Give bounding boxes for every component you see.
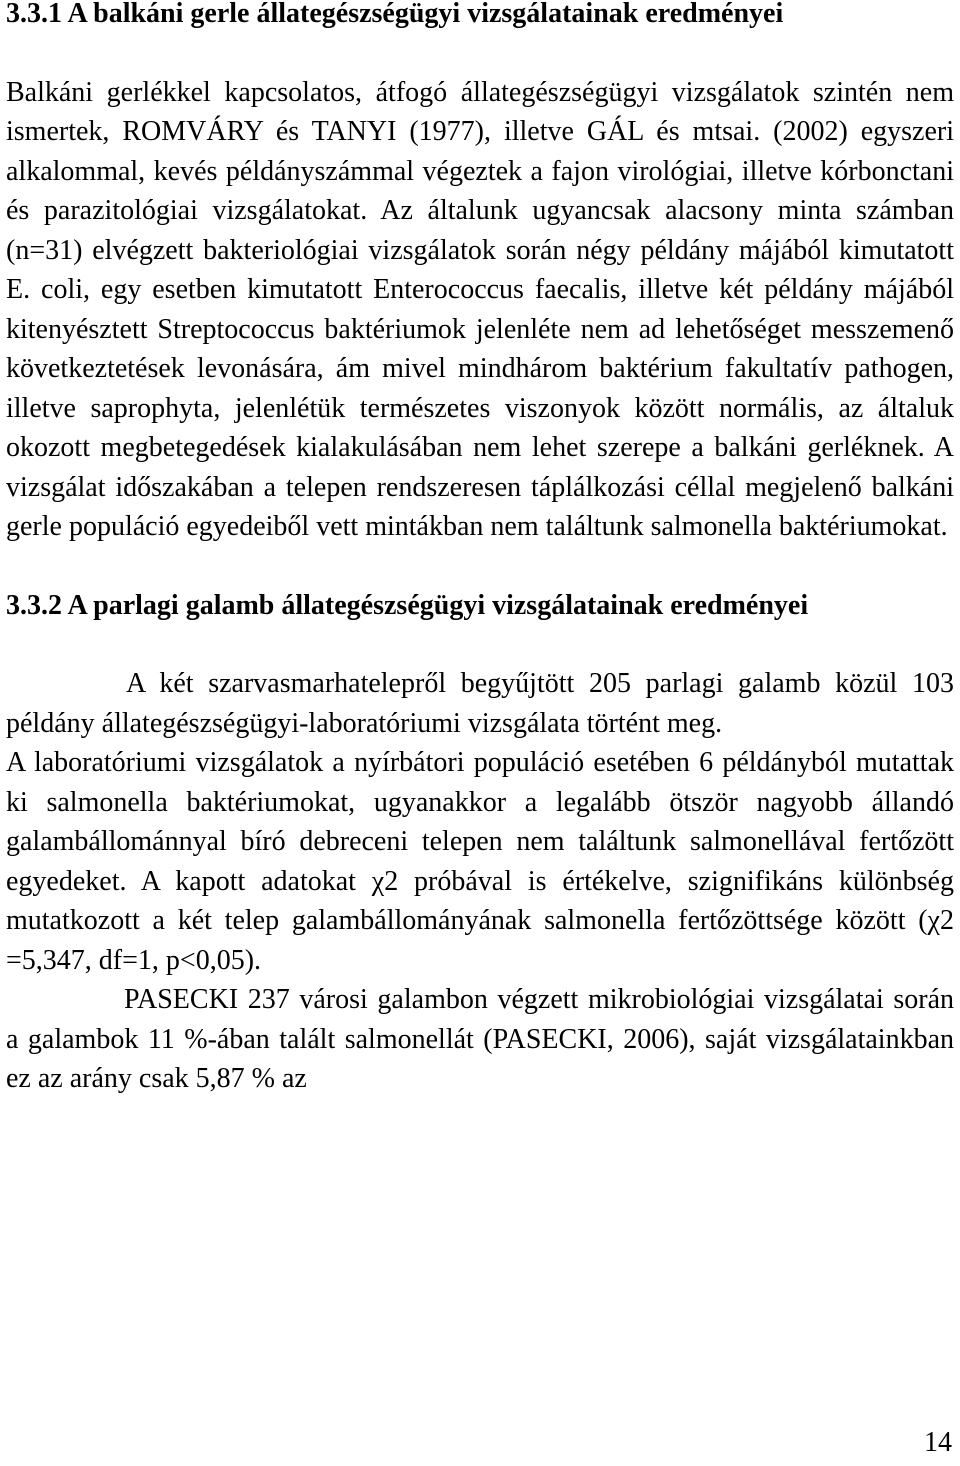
section-1-paragraph: Balkáni gerlékkel kapcsolatos, átfogó állategészségügyi vizsgálatok szintén nem ismertek, ROMVÁRY és TANYI (1977), illetve GÁL és mtsai. (2002) egyszeri alkalommal, kevés példányszámmal végeztek a fajon virológiai, illetve kórbonctani és parazitológiai vizsgálatokat. Az általunk ugyancsak alacsony minta számban (n=31) elvégzett bakteriológiai vizsgálatok során négy példány májából kimutatott E. coli, egy esetben kimutatott Enterococcus faecalis, illetve két példány májából kitenyésztett Streptococcus baktériumok jelenléte nem ad lehetőséget messzemenő következtetések levonására, ám mivel mindhárom baktérium fakultatív pathogen, illetve saprophyta, jelenlétük természetes viszonyok között normális, az általuk okozott megbetegedések kialakulásában nem lehet szerepe a balkáni gerléknek. A vizsgálat időszakában a telepen rendszeresen táplálkozási céllal megjelenő balkáni gerle populáció egyedeiből vett mintákban nem találtunk salmonella baktériumokat.: [6, 76, 954, 542]
document-page: [6, 0, 954, 1099]
section-2-paragraph-3: PASECKI 237 városi galambon végzett mikrobiológiai vizsgálatai során a galambok 11 %-ában talált salmonellát (PASECKI, 2006), saját vizsgálatainkban ez az arány csak 5,87 % az: [6, 984, 954, 1094]
page-number: 14: [924, 1427, 952, 1458]
section-heading-3-3-1: 3.3.1 A balkáni gerle állategészségügyi vizsgálatainak eredményei: [6, 0, 784, 29]
section-2-paragraph-1: A két szarvasmarhatelepről begyűjtött 205 parlagi galamb közül 103 példány állategészségügyi-laboratóriumi vizsgálata történt meg.: [6, 668, 954, 739]
section-heading-3-3-2: 3.3.2 A parlagi galamb állategészségügyi vizsgálatainak eredményei: [6, 589, 809, 621]
section-2-paragraph-2: A laboratóriumi vizsgálatok a nyírbátori populáció esetében 6 példányból mutattak ki salmonella baktériumokat, ugyanakkor a legalább ötször nagyobb állandó galambállománnyal bíró debreceni telepen nem találtunk salmonellával fertőzött egyedeket. A kapott adatokat χ2 próbával is értékelve, szignifikáns különbség mutatkozott a két telep galambállományának salmonella fertőzöttsége között (χ2 =5,347, df=1, p<0,05).: [6, 747, 954, 976]
